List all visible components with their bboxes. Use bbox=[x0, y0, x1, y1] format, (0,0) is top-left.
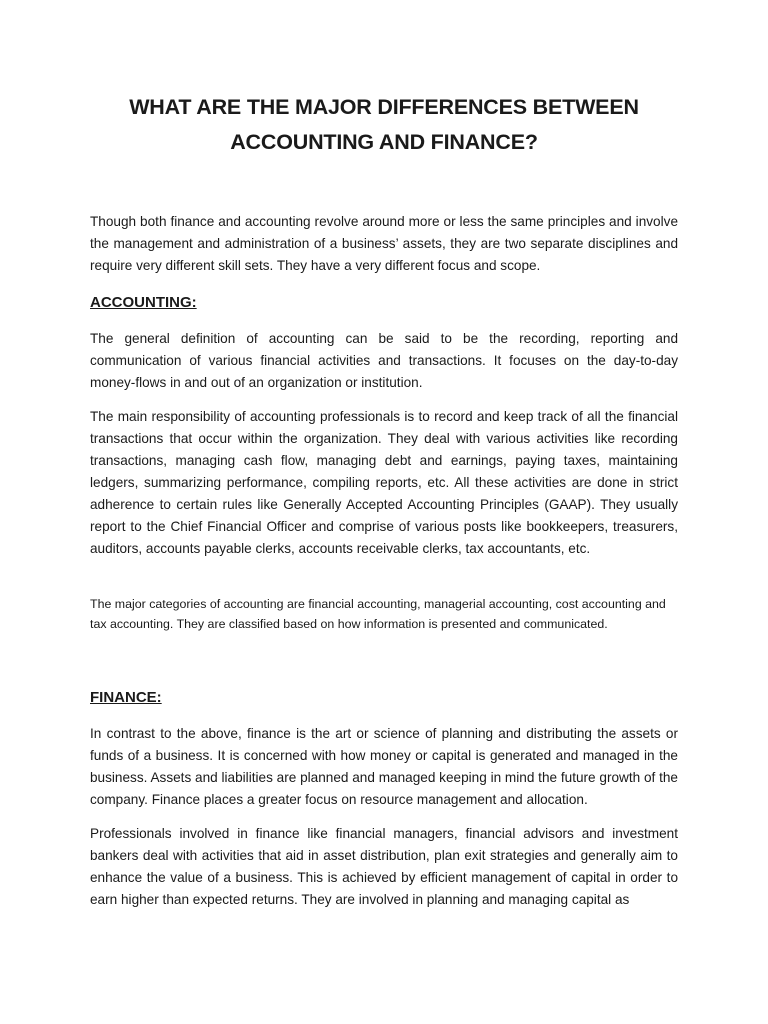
finance-paragraph-2: Professionals involved in finance like financial managers, financial advisors and investment bankers deal with activities that aid in asset distribution, plan exit strategies and generally aim to enhance the value of a business. This is achieved by efficient management of capital in order to earn higher than expected returns. They are involved in planning and managing capital as bbox=[90, 826, 678, 907]
accounting-heading: ACCOUNTING: bbox=[90, 294, 197, 311]
intro-paragraph: Though both finance and accounting revolve around more or less the same principles and involve the management and administration of a business’ assets, they are two separate disciplines and require very different skill sets. They have a very different focus and scope. bbox=[90, 214, 678, 273]
finance-heading: FINANCE: bbox=[90, 689, 162, 706]
title-line-1: WHAT ARE THE MAJOR DIFFERENCES BETWEEN bbox=[129, 95, 639, 119]
accounting-paragraph-3: The major categories of accounting are financial accounting, managerial accounting, cost accounting and tax accounting. They are classified based on how information is presented and communicated. bbox=[90, 597, 666, 631]
document-title bbox=[90, 90, 678, 160]
accounting-paragraph-1: The general definition of accounting can be said to be the recording, reporting and communication of various financial activities and transactions. It focuses on the day-to-day money-flows in and out of an organization or institution. bbox=[90, 331, 678, 390]
title-line-2: ACCOUNTING AND FINANCE? bbox=[230, 130, 538, 154]
accounting-paragraph-2: The main responsibility of accounting professionals is to record and keep track of all the financial transactions that occur within the organization. They deal with various activities like recording transactions, managing cash flow, managing debt and earnings, paying taxes, maintaining ledgers, summarizing performance, compiling reports, etc. All these activities are done in strict adherence to certain rules like Generally Accepted Accounting Principles (GAAP). They usually report to the Chief Financial Officer and comprise of various posts like bookkeepers, treasurers, auditors, accounts payable clerks, accounts receivable clerks, tax accountants, etc. bbox=[90, 409, 678, 556]
finance-paragraph-1: In contrast to the above, finance is the art or science of planning and distributing the assets or funds of a business. It is concerned with how money or capital is generated and managed in the business. Assets and liabilities are planned and managed keeping in mind the future growth of the company. Finance places a greater focus on resource management and allocation. bbox=[90, 726, 678, 807]
